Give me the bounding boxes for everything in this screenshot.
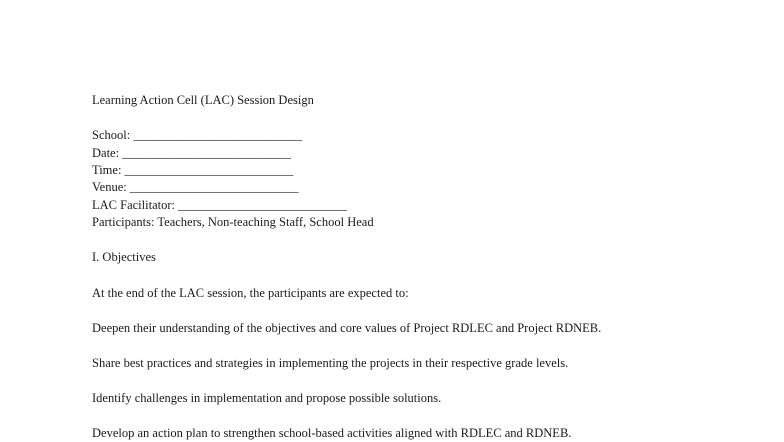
objective-item: Identify challenges in implementation and propose possible solutions. [92,391,442,405]
participants-line: Participants: Teachers, Non-teaching Staff, School Head [92,215,374,229]
date-field: Date: ___________________________ [92,146,291,160]
time-field: Time: ___________________________ [92,163,294,177]
objective-item: Deepen their understanding of the objectives and core values of Project RDLEC and Project RDNEB. [92,321,602,335]
section-heading: I. Objectives [92,250,156,264]
facilitator-field: LAC Facilitator: ___________________________ [92,198,347,212]
objective-item: Share best practices and strategies in implementing the projects in their respective grade levels. [92,356,569,370]
document-title: Learning Action Cell (LAC) Session Design [92,93,314,107]
objective-item: Develop an action plan to strengthen school-based activities aligned with RDLEC and RDNEB. [92,426,572,440]
school-field: School: ___________________________ [92,128,303,142]
objectives-intro: At the end of the LAC session, the participants are expected to: [92,286,409,300]
venue-field: Venue: ___________________________ [92,180,299,194]
